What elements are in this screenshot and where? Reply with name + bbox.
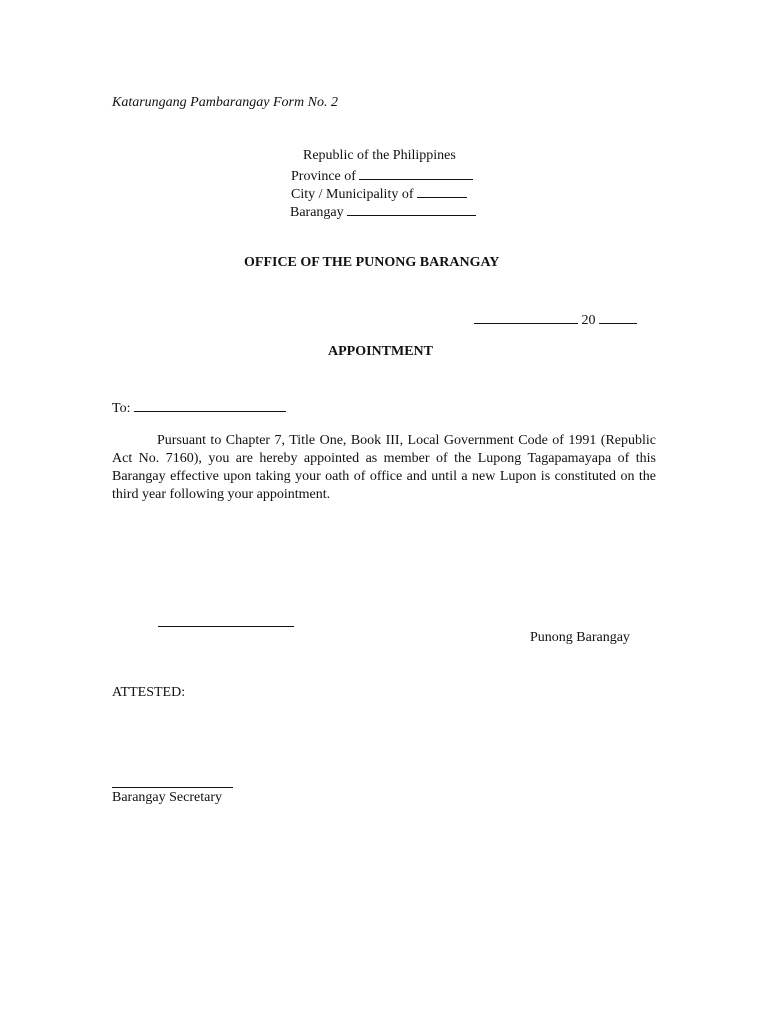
barangay-blank[interactable] — [347, 201, 476, 216]
republic-line: Republic of the Philippines — [303, 148, 456, 163]
city-blank[interactable] — [417, 183, 467, 198]
province-label: Province of — [291, 169, 356, 184]
attested-label: ATTESTED: — [112, 685, 186, 700]
barangay-label: Barangay — [290, 205, 344, 220]
addressee-line — [112, 397, 286, 418]
barangay-line — [290, 201, 476, 222]
office-title: OFFICE OF THE PUNONG BARANGAY — [244, 255, 500, 270]
signatory-title: Punong Barangay — [530, 630, 630, 645]
signature-line-secretary[interactable] — [112, 787, 233, 788]
addressee-blank[interactable] — [134, 397, 286, 412]
year-blank[interactable] — [599, 309, 637, 324]
year-prefix: 20 — [581, 313, 596, 328]
province-blank[interactable] — [359, 165, 473, 180]
body-paragraph: Pursuant to Chapter 7, Title One, Book III, Local Government Code of 1991 (Republic Act No. 7160), you are hereby appointed as member of the Lupong Tagapamayapa of this Barangay effective upon taking your oath of office and until a new Lupon is constituted on the third year following your appointment. — [112, 433, 656, 502]
document-title: APPOINTMENT — [328, 344, 433, 359]
signature-line-punong-barangay[interactable] — [158, 626, 294, 627]
date-line — [474, 309, 637, 330]
secretary-title: Barangay Secretary — [112, 790, 222, 805]
date-blank[interactable] — [474, 309, 578, 324]
to-label: To: — [112, 401, 131, 416]
form-label: Katarungang Pambarangay Form No. 2 — [112, 95, 338, 110]
city-label: City / Municipality of — [291, 187, 414, 202]
